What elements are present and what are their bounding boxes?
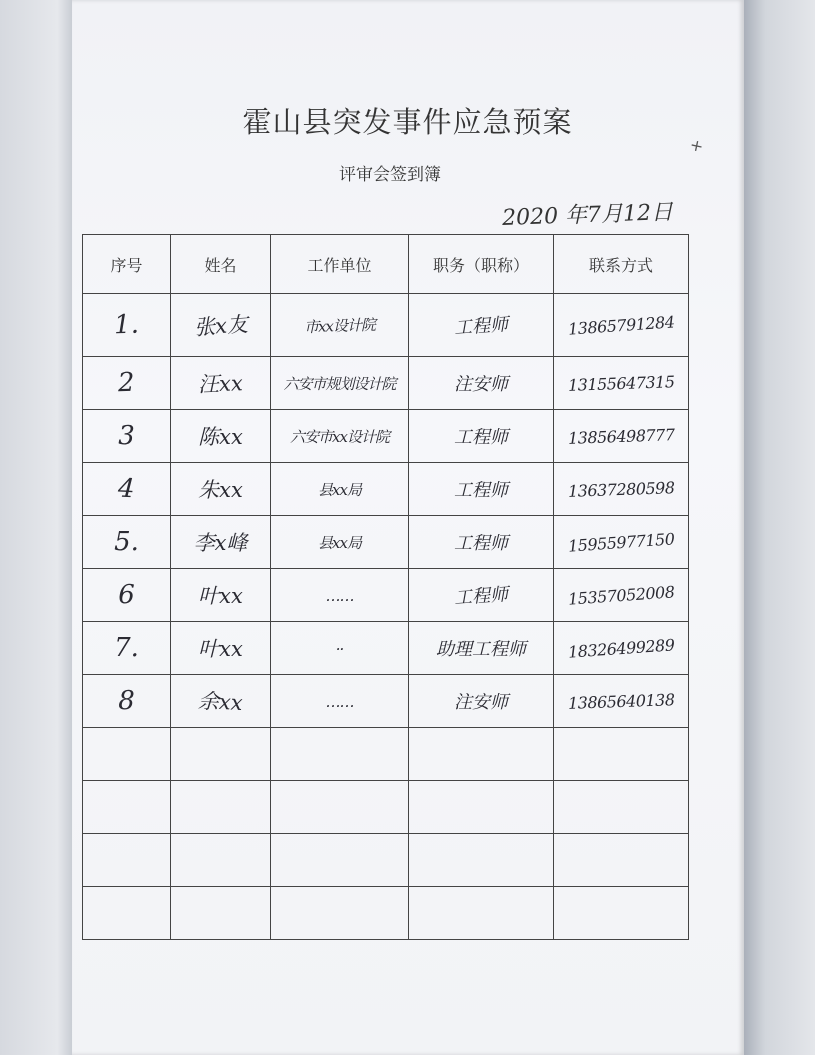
cell-name: 汪xx — [171, 357, 271, 410]
cell-phone: 15955977150 — [554, 516, 689, 569]
cell-phone: 13865640138 — [554, 675, 689, 728]
cell-unit: ·· — [271, 622, 409, 675]
cell-unit: …… — [271, 569, 409, 622]
cell-phone — [554, 781, 689, 834]
cell-unit: …… — [271, 675, 409, 728]
cell-name: 李x峰 — [171, 516, 271, 569]
cell-title — [409, 728, 554, 781]
handwritten-date: 2020 年7月12日 — [501, 200, 674, 231]
cell-phone — [554, 728, 689, 781]
header-name: 姓名 — [171, 235, 271, 294]
cell-unit — [271, 887, 409, 940]
cell-unit — [271, 834, 409, 887]
cell-seq: 2 — [83, 357, 171, 410]
cell-unit: 市xx设计院 — [271, 294, 409, 357]
cell-seq — [83, 834, 171, 887]
cell-seq: 5. — [83, 516, 171, 569]
cell-title: 工程师 — [409, 410, 554, 463]
cell-unit: 六安市规划设计院 — [271, 357, 409, 410]
table-row — [83, 294, 689, 357]
cell-unit — [271, 728, 409, 781]
cell-unit: 县xx局 — [271, 516, 409, 569]
cell-seq: 6 — [83, 569, 171, 622]
cell-title: 工程师 — [409, 463, 554, 516]
table-header-row — [83, 235, 689, 294]
cell-name — [171, 887, 271, 940]
table-row — [83, 463, 689, 516]
cell-phone — [554, 887, 689, 940]
header-contact: 联系方式 — [554, 235, 689, 294]
book-spine-edge — [744, 0, 815, 1055]
cell-unit: 县xx局 — [271, 463, 409, 516]
table-row — [83, 834, 689, 887]
cell-name: 叶xx — [171, 569, 271, 622]
table-row — [83, 569, 689, 622]
table-row — [83, 887, 689, 940]
cell-name: 张x友 — [171, 294, 271, 357]
cell-phone: 13856498777 — [554, 410, 689, 463]
cell-title: 助理工程师 — [409, 622, 554, 675]
cell-title — [409, 887, 554, 940]
cell-title: 工程师 — [409, 569, 554, 622]
cell-name — [171, 834, 271, 887]
cell-phone: 13637280598 — [554, 463, 689, 516]
cell-phone: 18326499289 — [554, 622, 689, 675]
cell-name: 余xx — [171, 675, 271, 728]
cell-phone: 13155647315 — [554, 357, 689, 410]
cell-title: 注安师 — [409, 675, 554, 728]
table-row — [83, 516, 689, 569]
cell-title: 工程师 — [409, 294, 554, 357]
table-row — [83, 410, 689, 463]
document-subtitle: 评审会签到簿 — [339, 165, 441, 185]
scan-left-margin — [0, 0, 72, 1055]
header-seq: 序号 — [83, 235, 171, 294]
table-row — [83, 675, 689, 728]
table-row — [83, 781, 689, 834]
table-row — [83, 622, 689, 675]
cell-phone: 13865791284 — [554, 294, 689, 357]
cell-phone: 15357052008 — [554, 569, 689, 622]
cell-name: 朱xx — [171, 463, 271, 516]
cell-title: 注安师 — [409, 357, 554, 410]
header-unit: 工作单位 — [271, 235, 409, 294]
cell-name: 陈xx — [171, 410, 271, 463]
cell-name — [171, 781, 271, 834]
cell-title — [409, 834, 554, 887]
cell-seq: 1. — [83, 294, 171, 357]
document-title: 霍山县突发事件应急预案 — [242, 105, 573, 139]
cell-unit — [271, 781, 409, 834]
cell-name: 叶xx — [171, 622, 271, 675]
cell-seq: 8 — [83, 675, 171, 728]
cell-title: 工程师 — [409, 516, 554, 569]
cell-seq — [83, 887, 171, 940]
header-title: 职务（职称） — [409, 235, 554, 294]
cell-name — [171, 728, 271, 781]
cell-unit: 六安市xx设计院 — [271, 410, 409, 463]
cell-seq — [83, 781, 171, 834]
cell-phone — [554, 834, 689, 887]
pencil-mark: + — [688, 134, 706, 157]
cell-seq: 7. — [83, 622, 171, 675]
table-row — [83, 728, 689, 781]
cell-seq: 4 — [83, 463, 171, 516]
sign-in-table — [82, 234, 689, 940]
cell-seq: 3 — [83, 410, 171, 463]
cell-seq — [83, 728, 171, 781]
cell-title — [409, 781, 554, 834]
table-row — [83, 357, 689, 410]
